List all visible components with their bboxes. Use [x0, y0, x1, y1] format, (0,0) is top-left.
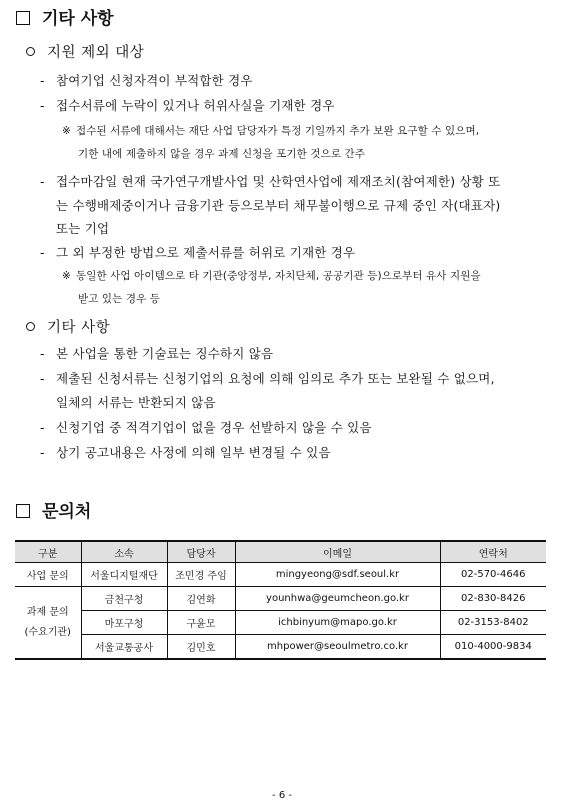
- person-cell: 구윤모: [167, 611, 235, 635]
- email-cell: ichbinyum@mapo.go.kr: [235, 611, 440, 635]
- table-row: [15, 611, 546, 635]
- subsection-title: 지원 제외 대상: [47, 45, 145, 61]
- phone-cell: 02-830-8426: [440, 587, 546, 611]
- list-item: - 접수마감일 현재 국가연구개발사업 및 산학연사업에 제재조치(참여제한) 상황 또: [40, 174, 501, 189]
- person-cell: 김연화: [167, 587, 235, 611]
- list-item: - 접수서류에 누락이 있거나 허위사실을 기재한 경우: [40, 98, 335, 113]
- subsection-title: 기타 사항: [47, 320, 111, 336]
- email-cell: younhwa@geumcheon.go.kr: [235, 587, 440, 611]
- list-item-continued: 또는 기업: [56, 221, 110, 236]
- person-cell: 김민호: [167, 635, 235, 660]
- phone-cell: 02-3153-8402: [440, 611, 546, 635]
- list-item: - 신청기업 중 적격기업이 없을 경우 선발하지 않을 수 있음: [40, 420, 372, 435]
- dash-bullet: -: [40, 346, 45, 361]
- dash-bullet: -: [40, 98, 45, 113]
- note-line: ※ 접수된 서류에 대해서는 재단 사업 담당자가 특정 기일까지 추가 보완 요구할 수 있으며,: [62, 125, 480, 137]
- column-header: 담당자: [167, 541, 235, 563]
- dash-bullet: -: [40, 371, 45, 386]
- section-heading-contact: [16, 497, 91, 522]
- dash-bullet: -: [40, 174, 45, 189]
- dash-bullet: -: [40, 73, 45, 88]
- column-header: 구분: [15, 541, 81, 563]
- checkbox-square-icon: [16, 504, 30, 518]
- table-row: [15, 587, 546, 611]
- phone-cell: 010-4000-9834: [440, 635, 546, 660]
- org-cell: 금천구청: [81, 587, 167, 611]
- email-cell: mingyeong@sdf.seoul.kr: [235, 563, 440, 587]
- page-number: - 6 -: [272, 790, 292, 801]
- dash-bullet: -: [40, 420, 45, 435]
- subsection-heading-other: [26, 316, 110, 337]
- list-item: - 그 외 부정한 방법으로 제출서류를 허위로 기재한 경우: [40, 245, 356, 260]
- org-cell: 서울교통공사: [81, 635, 167, 660]
- list-item: - 제출된 신청서류는 신청기업의 요청에 의해 임의로 추가 또는 보완될 수 없으며,: [40, 371, 495, 386]
- category-line: (수요기관): [24, 626, 71, 638]
- note-line: 받고 있는 경우 등: [78, 293, 161, 305]
- table-row: [15, 563, 546, 587]
- note-line: ※ 동일한 사업 아이템으로 타 기관(중앙정부, 자치단체, 공공기관 등)으로부터 유사 지원을: [62, 270, 481, 282]
- dash-bullet: -: [40, 245, 45, 260]
- subsection-heading-exclusions: [26, 41, 144, 62]
- list-item: - 참여기업 신청자격이 부적합한 경우: [40, 73, 253, 88]
- list-item-continued: 는 수행배제중이거나 금융기관 등으로부터 채무불이행으로 규제 중인 자(대표자): [56, 198, 501, 213]
- table-header-row: [15, 541, 546, 563]
- column-header: 소속: [81, 541, 167, 563]
- org-cell: 서울디지털재단: [81, 563, 167, 587]
- category-cell: 사업 문의: [15, 563, 81, 587]
- org-cell: 마포구청: [81, 611, 167, 635]
- table-row: [15, 635, 546, 660]
- phone-cell: 02-570-4646: [440, 563, 546, 587]
- checkbox-square-icon: [16, 11, 30, 25]
- list-item: - 본 사업을 통한 기술료는 징수하지 않음: [40, 346, 274, 361]
- section-title: 문의처: [42, 502, 92, 522]
- circle-bullet-icon: [26, 322, 35, 331]
- email-cell: mhpower@seoulmetro.co.kr: [235, 635, 440, 660]
- person-cell: 조민경 주임: [167, 563, 235, 587]
- reference-mark-icon: ※: [62, 125, 71, 137]
- column-header: 연락처: [440, 541, 546, 563]
- section-title: 기타 사항: [42, 9, 114, 29]
- category-line: 과제 문의: [26, 606, 69, 618]
- circle-bullet-icon: [26, 47, 35, 56]
- contact-table: [15, 540, 546, 660]
- category-cell-group: [15, 587, 81, 660]
- note-line: 기한 내에 제출하지 않을 경우 과제 신청을 포기한 것으로 간주: [78, 148, 366, 160]
- list-item: - 상기 공고내용은 사정에 의해 일부 변경될 수 있음: [40, 445, 331, 460]
- list-item-continued: 일체의 서류는 반환되지 않음: [56, 395, 216, 410]
- reference-mark-icon: ※: [62, 270, 71, 282]
- section-heading-misc: [16, 4, 114, 29]
- column-header: 이메일: [235, 541, 440, 563]
- dash-bullet: -: [40, 445, 45, 460]
